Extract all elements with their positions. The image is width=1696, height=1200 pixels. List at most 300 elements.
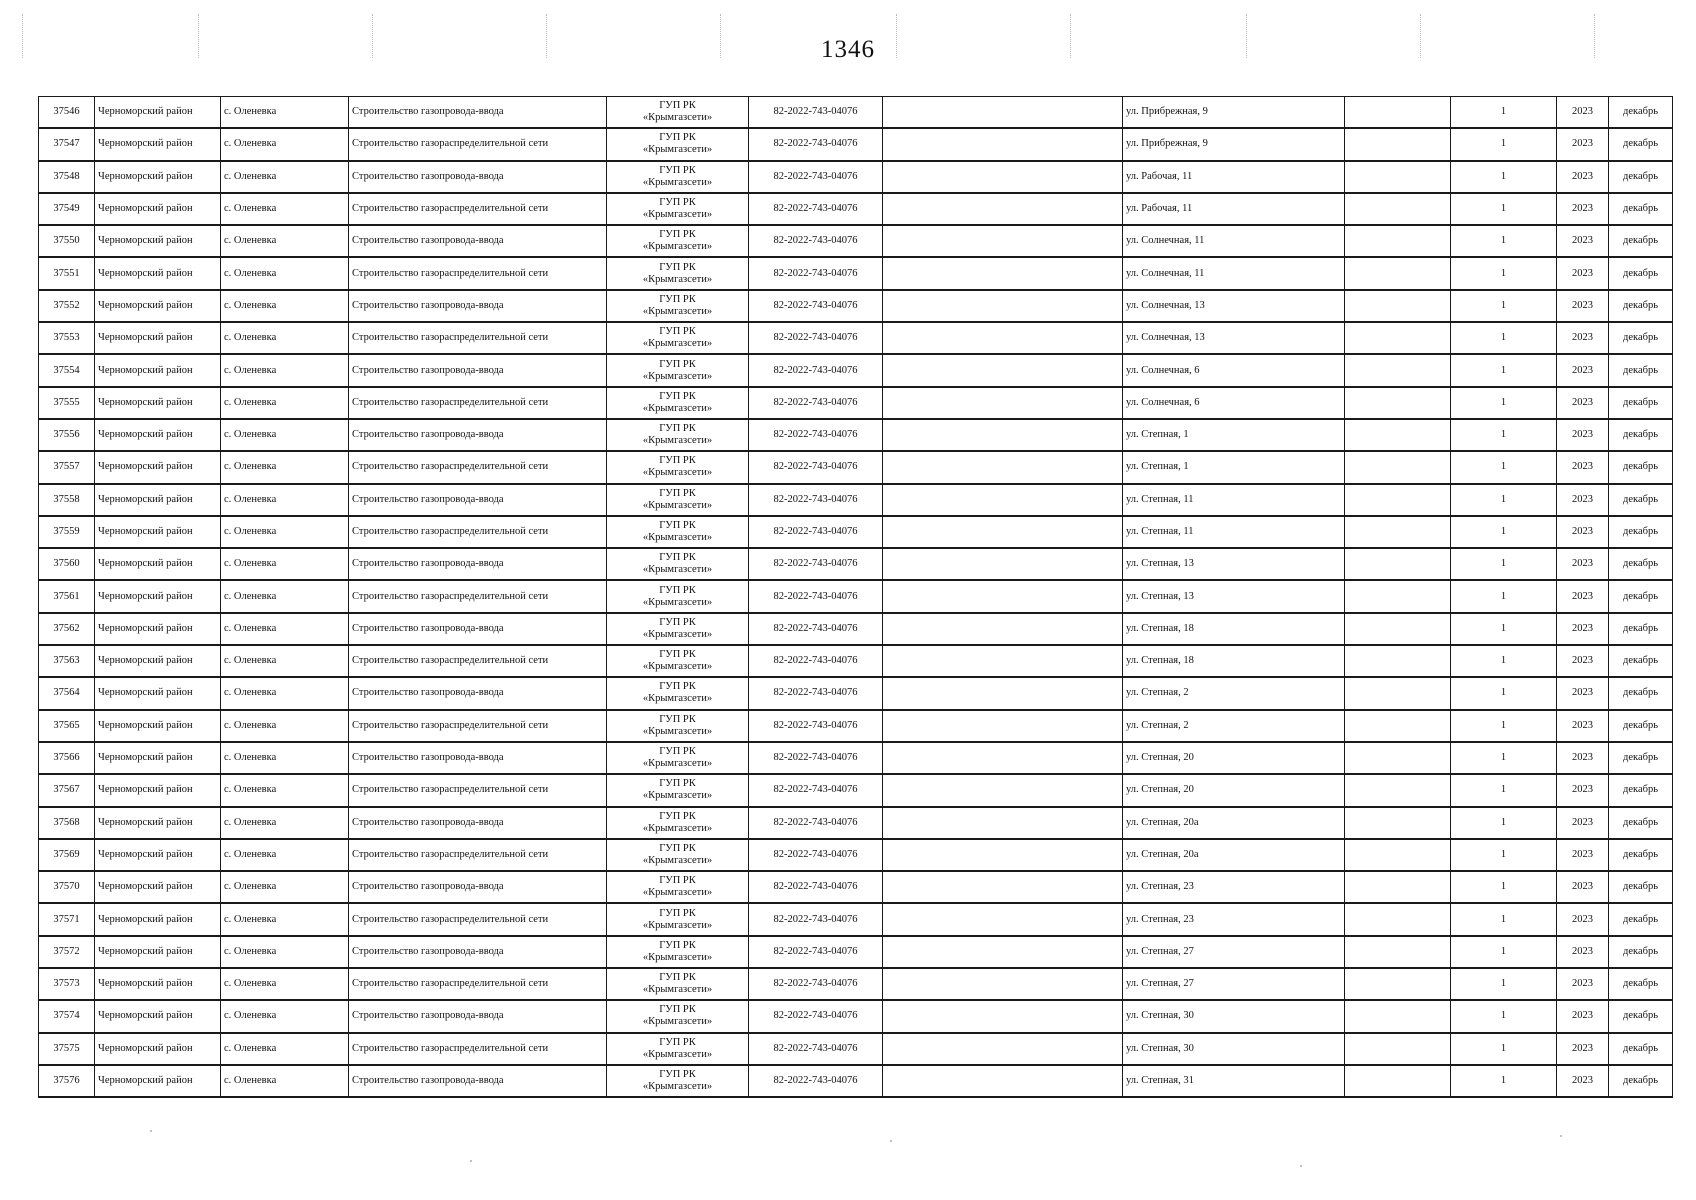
month-cell: декабрь — [1609, 742, 1673, 774]
address-cell: ул. Рабочая, 11 — [1123, 193, 1345, 225]
district-cell: Черноморский район — [95, 451, 221, 483]
work-type-cell: Строительство газораспределительной сети — [349, 387, 607, 419]
address-cell: ул. Степная, 13 — [1123, 548, 1345, 580]
organization-cell — [607, 193, 749, 225]
table-row — [39, 871, 1673, 903]
district-cell: Черноморский район — [95, 903, 221, 935]
work-type-cell: Строительство газораспределительной сети — [349, 645, 607, 677]
village-cell: с. Оленевка — [221, 871, 349, 903]
year-cell: 2023 — [1557, 645, 1609, 677]
organization-cell — [607, 1065, 749, 1097]
object-code-cell: 82-2022-743-04076 — [749, 936, 883, 968]
object-code-cell: 82-2022-743-04076 — [749, 161, 883, 193]
table-row — [39, 580, 1673, 612]
object-code-cell: 82-2022-743-04076 — [749, 290, 883, 322]
village-cell: с. Оленевка — [221, 387, 349, 419]
quantity-cell: 1 — [1451, 677, 1557, 709]
organization-line: ГУП РК — [659, 972, 696, 984]
object-code-cell: 82-2022-743-04076 — [749, 354, 883, 386]
organization-line: «Крымгазсети» — [642, 402, 713, 414]
organization-cell — [607, 516, 749, 548]
object-code-cell: 82-2022-743-04076 — [749, 903, 883, 935]
object-code-cell: 82-2022-743-04076 — [749, 871, 883, 903]
organization-line: «Крымгазсети» — [642, 822, 713, 834]
registry-table — [38, 96, 1673, 1098]
table-row — [39, 677, 1673, 709]
district-cell: Черноморский район — [95, 354, 221, 386]
work-type-cell: Строительство газопровода-ввода — [349, 419, 607, 451]
address-cell: ул. Степная, 20 — [1123, 742, 1345, 774]
village-cell: с. Оленевка — [221, 968, 349, 1000]
work-type-cell: Строительство газораспределительной сети — [349, 968, 607, 1000]
organization-cell — [607, 290, 749, 322]
address-cell: ул. Солнечная, 11 — [1123, 257, 1345, 289]
organization-cell — [607, 128, 749, 160]
organization-line: ГУП РК — [659, 164, 696, 176]
empty-cell — [883, 322, 1123, 354]
row-number: 37570 — [39, 871, 95, 903]
object-code-cell: 82-2022-743-04076 — [749, 1065, 883, 1097]
village-cell: с. Оленевка — [221, 903, 349, 935]
empty-cell — [883, 645, 1123, 677]
quantity-cell: 1 — [1451, 968, 1557, 1000]
empty-cell — [883, 1000, 1123, 1032]
organization-line: «Крымгазсети» — [642, 887, 713, 899]
object-code-cell: 82-2022-743-04076 — [749, 548, 883, 580]
organization-line: «Крымгазсети» — [642, 305, 713, 317]
scan-mark — [150, 1130, 152, 1132]
empty-cell — [1345, 354, 1451, 386]
empty-cell — [883, 451, 1123, 483]
year-cell: 2023 — [1557, 354, 1609, 386]
work-type-cell: Строительство газораспределительной сети — [349, 322, 607, 354]
month-cell: декабрь — [1609, 774, 1673, 806]
table-row — [39, 613, 1673, 645]
organization-line: ГУП РК — [659, 713, 696, 725]
work-type-cell: Строительство газораспределительной сети — [349, 774, 607, 806]
district-cell: Черноморский район — [95, 128, 221, 160]
district-cell: Черноморский район — [95, 613, 221, 645]
quantity-cell: 1 — [1451, 257, 1557, 289]
district-cell: Черноморский район — [95, 742, 221, 774]
row-number: 37561 — [39, 580, 95, 612]
row-number: 37558 — [39, 484, 95, 516]
quantity-cell: 1 — [1451, 774, 1557, 806]
month-cell: декабрь — [1609, 645, 1673, 677]
month-cell: декабрь — [1609, 161, 1673, 193]
organization-line: «Крымгазсети» — [642, 693, 713, 705]
row-number: 37574 — [39, 1000, 95, 1032]
empty-cell — [883, 548, 1123, 580]
organization-line: ГУП РК — [659, 584, 696, 596]
empty-cell — [883, 225, 1123, 257]
organization-line: «Крымгазсети» — [642, 984, 713, 996]
organization-cell — [607, 710, 749, 742]
address-cell: ул. Степная, 20 — [1123, 774, 1345, 806]
row-number: 37559 — [39, 516, 95, 548]
object-code-cell: 82-2022-743-04076 — [749, 1033, 883, 1065]
empty-cell — [1345, 903, 1451, 935]
address-cell: ул. Солнечная, 6 — [1123, 387, 1345, 419]
village-cell: с. Оленевка — [221, 161, 349, 193]
empty-cell — [883, 97, 1123, 129]
table-row — [39, 97, 1673, 129]
organization-line: «Крымгазсети» — [642, 467, 713, 479]
month-cell: декабрь — [1609, 387, 1673, 419]
row-number: 37564 — [39, 677, 95, 709]
month-cell: декабрь — [1609, 322, 1673, 354]
empty-cell — [1345, 871, 1451, 903]
organization-line: «Крымгазсети» — [642, 112, 713, 124]
month-cell: декабрь — [1609, 677, 1673, 709]
year-cell: 2023 — [1557, 128, 1609, 160]
village-cell: с. Оленевка — [221, 128, 349, 160]
work-type-cell: Строительство газораспределительной сети — [349, 451, 607, 483]
organization-cell — [607, 936, 749, 968]
empty-cell — [883, 871, 1123, 903]
work-type-cell: Строительство газопровода-ввода — [349, 225, 607, 257]
organization-line: «Крымгазсети» — [642, 790, 713, 802]
row-number: 37567 — [39, 774, 95, 806]
quantity-cell: 1 — [1451, 290, 1557, 322]
district-cell: Черноморский район — [95, 322, 221, 354]
organization-line: «Крымгазсети» — [642, 661, 713, 673]
year-cell: 2023 — [1557, 97, 1609, 129]
table-row — [39, 1065, 1673, 1097]
object-code-cell: 82-2022-743-04076 — [749, 257, 883, 289]
empty-cell — [1345, 161, 1451, 193]
organization-line: ГУП РК — [659, 1069, 696, 1081]
scan-mark — [1560, 1135, 1562, 1137]
empty-cell — [883, 968, 1123, 1000]
organization-line: «Крымгазсети» — [642, 209, 713, 221]
organization-line: ГУП РК — [659, 939, 696, 951]
village-cell: с. Оленевка — [221, 1065, 349, 1097]
village-cell: с. Оленевка — [221, 1000, 349, 1032]
work-type-cell: Строительство газораспределительной сети — [349, 710, 607, 742]
village-cell: с. Оленевка — [221, 807, 349, 839]
village-cell: с. Оленевка — [221, 193, 349, 225]
empty-cell — [883, 742, 1123, 774]
work-type-cell: Строительство газопровода-ввода — [349, 871, 607, 903]
village-cell: с. Оленевка — [221, 548, 349, 580]
table-row — [39, 484, 1673, 516]
village-cell: с. Оленевка — [221, 580, 349, 612]
district-cell: Черноморский район — [95, 1000, 221, 1032]
empty-cell — [1345, 1033, 1451, 1065]
row-number: 37555 — [39, 387, 95, 419]
work-type-cell: Строительство газораспределительной сети — [349, 1033, 607, 1065]
year-cell: 2023 — [1557, 322, 1609, 354]
row-number: 37556 — [39, 419, 95, 451]
year-cell: 2023 — [1557, 1065, 1609, 1097]
address-cell: ул. Степная, 27 — [1123, 968, 1345, 1000]
month-cell: декабрь — [1609, 193, 1673, 225]
address-cell: ул. Степная, 1 — [1123, 451, 1345, 483]
organization-line: «Крымгазсети» — [642, 144, 713, 156]
village-cell: с. Оленевка — [221, 97, 349, 129]
row-number: 37546 — [39, 97, 95, 129]
year-cell: 2023 — [1557, 936, 1609, 968]
quantity-cell: 1 — [1451, 387, 1557, 419]
organization-line: ГУП РК — [659, 520, 696, 531]
organization-cell — [607, 742, 749, 774]
address-cell: ул. Степная, 27 — [1123, 936, 1345, 968]
organization-cell — [607, 580, 749, 612]
organization-line: «Крымгазсети» — [642, 435, 713, 447]
district-cell: Черноморский район — [95, 645, 221, 677]
month-cell: декабрь — [1609, 128, 1673, 160]
table-row — [39, 193, 1673, 225]
organization-cell — [607, 451, 749, 483]
object-code-cell: 82-2022-743-04076 — [749, 677, 883, 709]
district-cell: Черноморский район — [95, 1033, 221, 1065]
empty-cell — [883, 807, 1123, 839]
organization-line: ГУП РК — [659, 1036, 696, 1048]
organization-cell — [607, 387, 749, 419]
district-cell: Черноморский район — [95, 193, 221, 225]
object-code-cell: 82-2022-743-04076 — [749, 97, 883, 129]
district-cell: Черноморский район — [95, 677, 221, 709]
organization-line: ГУП РК — [659, 810, 696, 822]
work-type-cell: Строительство газопровода-ввода — [349, 548, 607, 580]
work-type-cell: Строительство газопровода-ввода — [349, 677, 607, 709]
month-cell: декабрь — [1609, 516, 1673, 548]
table-row — [39, 774, 1673, 806]
object-code-cell: 82-2022-743-04076 — [749, 128, 883, 160]
month-cell: декабрь — [1609, 613, 1673, 645]
empty-cell — [1345, 1065, 1451, 1097]
object-code-cell: 82-2022-743-04076 — [749, 1000, 883, 1032]
organization-line: ГУП РК — [659, 778, 696, 790]
village-cell: с. Оленевка — [221, 742, 349, 774]
organization-cell — [607, 97, 749, 129]
organization-cell — [607, 484, 749, 516]
table-row — [39, 451, 1673, 483]
village-cell: с. Оленевка — [221, 290, 349, 322]
organization-line: ГУП РК — [659, 1004, 696, 1016]
empty-cell — [1345, 97, 1451, 129]
address-cell: ул. Степная, 31 — [1123, 1065, 1345, 1097]
address-cell: ул. Прибрежная, 9 — [1123, 97, 1345, 129]
row-number: 37569 — [39, 839, 95, 871]
empty-cell — [1345, 839, 1451, 871]
table-row — [39, 903, 1673, 935]
organization-line: ГУП РК — [659, 552, 696, 564]
quantity-cell: 1 — [1451, 613, 1557, 645]
village-cell: с. Оленевка — [221, 322, 349, 354]
empty-cell — [1345, 484, 1451, 516]
organization-line: ГУП РК — [659, 293, 696, 305]
table-row — [39, 161, 1673, 193]
month-cell: декабрь — [1609, 257, 1673, 289]
month-cell: декабрь — [1609, 710, 1673, 742]
village-cell: с. Оленевка — [221, 484, 349, 516]
village-cell: с. Оленевка — [221, 936, 349, 968]
year-cell: 2023 — [1557, 871, 1609, 903]
address-cell: ул. Прибрежная, 9 — [1123, 128, 1345, 160]
empty-cell — [1345, 419, 1451, 451]
row-number: 37552 — [39, 290, 95, 322]
empty-cell — [883, 677, 1123, 709]
village-cell: с. Оленевка — [221, 225, 349, 257]
object-code-cell: 82-2022-743-04076 — [749, 774, 883, 806]
empty-cell — [883, 936, 1123, 968]
quantity-cell: 1 — [1451, 322, 1557, 354]
empty-cell — [1345, 1000, 1451, 1032]
organization-line: ГУП РК — [659, 358, 696, 370]
village-cell: с. Оленевка — [221, 354, 349, 386]
table-row — [39, 354, 1673, 386]
empty-cell — [1345, 677, 1451, 709]
quantity-cell: 1 — [1451, 645, 1557, 677]
organization-line: ГУП РК — [659, 197, 696, 209]
year-cell: 2023 — [1557, 161, 1609, 193]
work-type-cell: Строительство газопровода-ввода — [349, 354, 607, 386]
table-row — [39, 516, 1673, 548]
work-type-cell: Строительство газопровода-ввода — [349, 936, 607, 968]
quantity-cell: 1 — [1451, 903, 1557, 935]
quantity-cell: 1 — [1451, 128, 1557, 160]
organization-line: «Крымгазсети» — [642, 370, 713, 382]
empty-cell — [1345, 451, 1451, 483]
empty-cell — [883, 161, 1123, 193]
organization-line: «Крымгазсети» — [642, 596, 713, 608]
address-cell: ул. Степная, 1 — [1123, 419, 1345, 451]
village-cell: с. Оленевка — [221, 710, 349, 742]
organization-line: ГУП РК — [659, 229, 696, 241]
object-code-cell: 82-2022-743-04076 — [749, 742, 883, 774]
organization-cell — [607, 322, 749, 354]
empty-cell — [1345, 774, 1451, 806]
table-row — [39, 257, 1673, 289]
empty-cell — [1345, 710, 1451, 742]
table-row — [39, 807, 1673, 839]
object-code-cell: 82-2022-743-04076 — [749, 419, 883, 451]
work-type-cell: Строительство газопровода-ввода — [349, 290, 607, 322]
page-number: 1346 — [821, 36, 875, 63]
organization-line: ГУП РК — [659, 907, 696, 919]
table-row — [39, 936, 1673, 968]
empty-cell — [1345, 936, 1451, 968]
work-type-cell: Строительство газораспределительной сети — [349, 580, 607, 612]
organization-line: ГУП РК — [659, 390, 696, 402]
organization-cell — [607, 548, 749, 580]
row-number: 37553 — [39, 322, 95, 354]
row-number: 37554 — [39, 354, 95, 386]
organization-line: ГУП РК — [659, 132, 696, 144]
address-cell: ул. Степная, 23 — [1123, 903, 1345, 935]
organization-cell — [607, 645, 749, 677]
organization-cell — [607, 419, 749, 451]
organization-line: «Крымгазсети» — [642, 854, 713, 866]
organization-cell — [607, 1033, 749, 1065]
address-cell: ул. Степная, 2 — [1123, 677, 1345, 709]
organization-cell — [607, 807, 749, 839]
organization-line: ГУП РК — [659, 423, 696, 435]
district-cell: Черноморский район — [95, 839, 221, 871]
month-cell: декабрь — [1609, 936, 1673, 968]
work-type-cell: Строительство газопровода-ввода — [349, 161, 607, 193]
district-cell: Черноморский район — [95, 871, 221, 903]
district-cell: Черноморский район — [95, 774, 221, 806]
work-type-cell: Строительство газопровода-ввода — [349, 807, 607, 839]
organization-line: «Крымгазсети» — [642, 919, 713, 931]
district-cell: Черноморский район — [95, 580, 221, 612]
village-cell: с. Оленевка — [221, 774, 349, 806]
empty-cell — [883, 257, 1123, 289]
year-cell: 2023 — [1557, 1033, 1609, 1065]
object-code-cell: 82-2022-743-04076 — [749, 322, 883, 354]
organization-line: «Крымгазсети» — [642, 273, 713, 285]
district-cell: Черноморский район — [95, 516, 221, 548]
village-cell: с. Оленевка — [221, 419, 349, 451]
quantity-cell: 1 — [1451, 516, 1557, 548]
organization-line: ГУП РК — [659, 487, 696, 499]
empty-cell — [1345, 548, 1451, 580]
empty-cell — [883, 290, 1123, 322]
organization-cell — [607, 871, 749, 903]
address-cell: ул. Солнечная, 13 — [1123, 290, 1345, 322]
empty-cell — [1345, 613, 1451, 645]
organization-line: «Крымгазсети» — [642, 564, 713, 576]
organization-line: «Крымгазсети» — [642, 176, 713, 188]
address-cell: ул. Степная, 11 — [1123, 484, 1345, 516]
village-cell: с. Оленевка — [221, 257, 349, 289]
object-code-cell: 82-2022-743-04076 — [749, 645, 883, 677]
month-cell: декабрь — [1609, 451, 1673, 483]
row-number: 37548 — [39, 161, 95, 193]
quantity-cell: 1 — [1451, 225, 1557, 257]
year-cell: 2023 — [1557, 290, 1609, 322]
month-cell: декабрь — [1609, 484, 1673, 516]
village-cell: с. Оленевка — [221, 1033, 349, 1065]
quantity-cell: 1 — [1451, 807, 1557, 839]
quantity-cell: 1 — [1451, 580, 1557, 612]
village-cell: с. Оленевка — [221, 677, 349, 709]
empty-cell — [1345, 193, 1451, 225]
organization-line: «Крымгазсети» — [642, 338, 713, 350]
quantity-cell: 1 — [1451, 193, 1557, 225]
organization-line: ГУП РК — [659, 261, 696, 273]
quantity-cell: 1 — [1451, 1065, 1557, 1097]
table-row — [39, 742, 1673, 774]
object-code-cell: 82-2022-743-04076 — [749, 451, 883, 483]
organization-line: ГУП РК — [659, 875, 696, 887]
month-cell: декабрь — [1609, 548, 1673, 580]
quantity-cell: 1 — [1451, 871, 1557, 903]
address-cell: ул. Солнечная, 13 — [1123, 322, 1345, 354]
work-type-cell: Строительство газораспределительной сети — [349, 257, 607, 289]
address-cell: ул. Степная, 30 — [1123, 1033, 1345, 1065]
empty-cell — [883, 387, 1123, 419]
district-cell: Черноморский район — [95, 484, 221, 516]
year-cell: 2023 — [1557, 968, 1609, 1000]
row-number: 37576 — [39, 1065, 95, 1097]
table-row — [39, 968, 1673, 1000]
quantity-cell: 1 — [1451, 484, 1557, 516]
object-code-cell: 82-2022-743-04076 — [749, 580, 883, 612]
organization-cell — [607, 225, 749, 257]
table-row — [39, 128, 1673, 160]
year-cell: 2023 — [1557, 903, 1609, 935]
organization-cell — [607, 161, 749, 193]
empty-cell — [1345, 257, 1451, 289]
organization-cell — [607, 839, 749, 871]
object-code-cell: 82-2022-743-04076 — [749, 710, 883, 742]
organization-line: ГУП РК — [659, 455, 696, 467]
address-cell: ул. Степная, 13 — [1123, 580, 1345, 612]
